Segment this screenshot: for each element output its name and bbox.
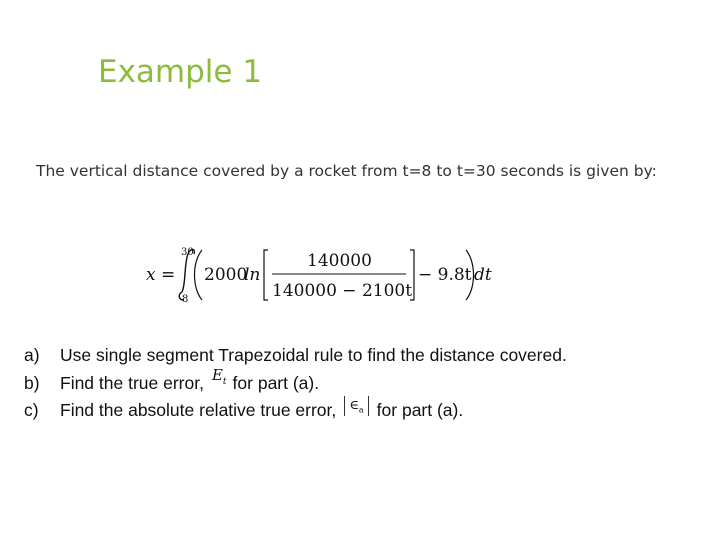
list-item — [24, 343, 567, 367]
lower-limit: 8 — [182, 294, 189, 305]
item-text-post: for part (a). — [232, 372, 320, 393]
slide-title: Example 1 — [98, 54, 263, 90]
list-marker: a) — [24, 345, 40, 365]
intro-text: The vertical distance covered by a rocket from t=8 to t=30 seconds is given by: — [36, 162, 657, 180]
list-marker: b) — [24, 372, 40, 393]
eq-lhs: x = — [146, 265, 176, 285]
list-item — [24, 398, 567, 422]
eq-numerator: 140000 — [307, 251, 372, 271]
eq-coef: 2000 — [204, 265, 248, 285]
eq-minus-term: − 9.8t — [418, 265, 472, 285]
item-text-post: for part (a). — [376, 400, 464, 420]
list-marker: c) — [24, 400, 39, 420]
integral-equation — [140, 244, 500, 306]
list-item — [24, 367, 567, 398]
item-text-pre: Find the absolute relative true error, — [60, 400, 337, 420]
eq-ln: ln — [244, 265, 261, 285]
relative-error-symbol: $\in_a$ — [344, 396, 368, 416]
eq-denominator: 140000 − 2100t — [272, 281, 413, 301]
equation-svg — [140, 244, 500, 306]
question-list — [24, 343, 567, 422]
eq-dt: dt — [474, 265, 492, 285]
item-text: Use single segment Trapezoidal rule to find the distance covered. — [60, 345, 567, 365]
true-error-symbol: $E_t$ — [211, 366, 227, 387]
upper-limit: 30 — [181, 247, 194, 258]
left-bracket — [264, 250, 268, 300]
item-text-pre: Find the true error, — [60, 372, 204, 393]
left-paren — [195, 250, 203, 300]
